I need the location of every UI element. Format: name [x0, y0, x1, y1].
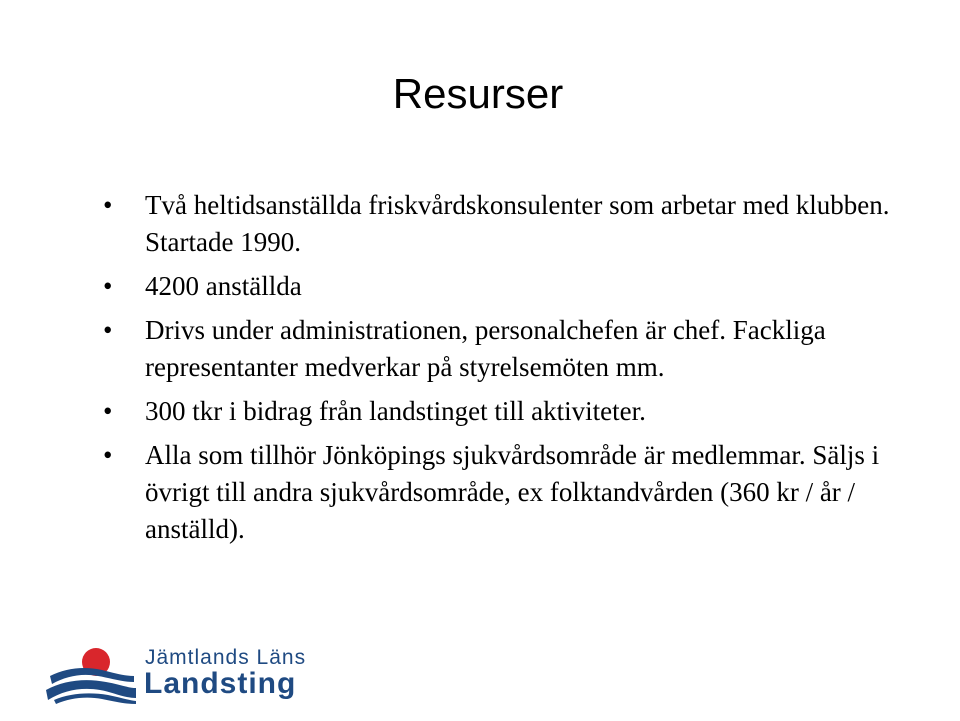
bullet-text: 300 tkr i bidrag från landstinget till aktiviteter.	[145, 396, 646, 426]
bullet-item	[103, 312, 893, 386]
bullet-dot: •	[103, 271, 113, 301]
bullet-item	[103, 437, 893, 548]
bullet-dot: •	[103, 190, 113, 220]
slide-title: Resurser	[392, 70, 564, 117]
logo-emblem-icon	[44, 646, 140, 706]
logo-text-line2: Landsting	[144, 667, 297, 700]
bullet-item	[103, 393, 893, 430]
bullet-dot: •	[103, 315, 113, 345]
bullet-text: Alla som tillhör Jönköpings sjukvårdsområde är medlemmar. Säljs i övrigt till andra sjukvårdsområde, ex folktandvården (360 kr / år / anställd).	[145, 440, 880, 544]
landsting-logo	[44, 646, 344, 706]
bullet-dot: •	[103, 440, 113, 470]
bullet-text: 4200 anställda	[145, 271, 302, 301]
bullet-dot: •	[103, 396, 113, 426]
bullet-list	[103, 187, 893, 548]
bullet-item	[103, 268, 893, 305]
bullet-text: Två heltidsanställda friskvårdskonsulenter som arbetar med klubben. Startade 1990.	[145, 190, 890, 257]
bullet-item	[103, 187, 893, 261]
logo-text-line1: Jämtlands Läns	[145, 646, 307, 669]
bullet-text: Drivs under administrationen, personalchefen är chef. Fackliga representanter medverkar på styrelsemöten mm.	[145, 315, 826, 382]
